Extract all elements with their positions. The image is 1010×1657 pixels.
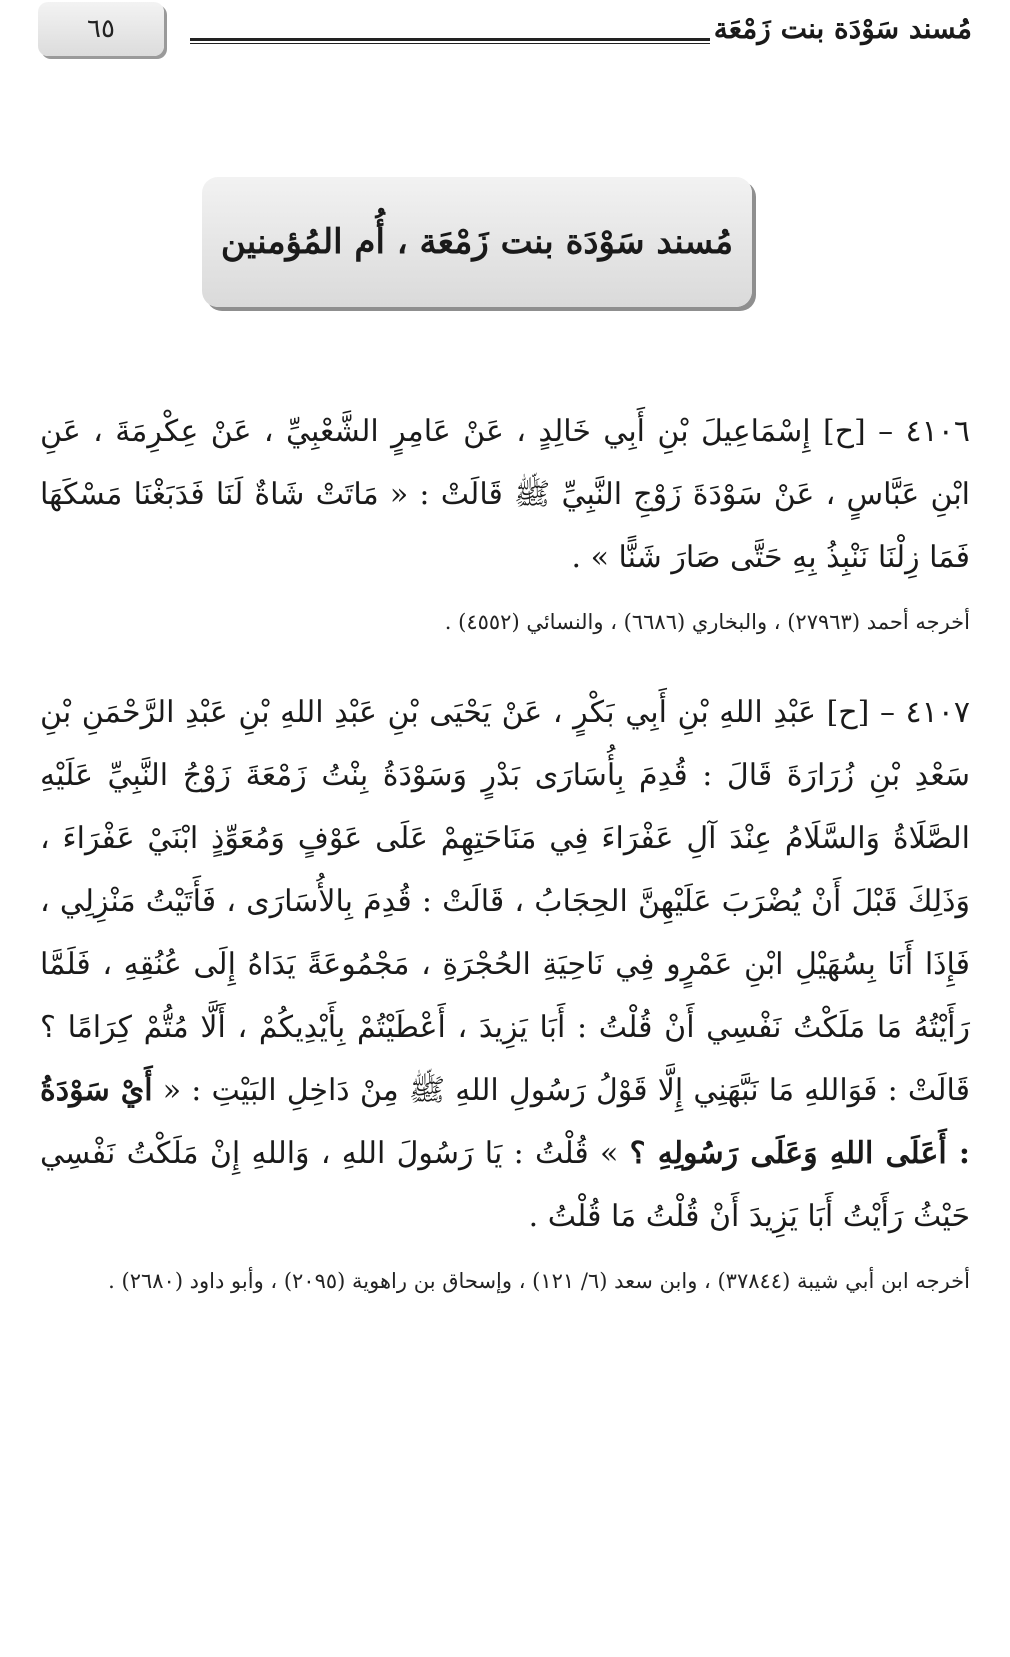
hadith-4106 — [40, 400, 970, 649]
hadith-body: [ح] إِسْمَاعِيلَ بْنِ أَبِي خَالِدٍ ، عَنْ عَامِرٍ الشَّعْبِيِّ ، عَنْ عِكْرِمَةَ ، عَنِ ابْنِ عَبَّاسٍ ، عَنْ سَوْدَةَ زَوْجِ النَّبِيِّ ﷺ قَالَتْ : « مَاتَتْ شَاةٌ لَنَا فَدَبَغْنَا مَسْكَهَا فَمَا زِلْنَا نَنْبِذُ بِهِ حَتَّى صَارَ شَنًّا » . — [40, 414, 970, 575]
main-content — [40, 400, 970, 1308]
hadith-4107 — [40, 681, 970, 1308]
page-header — [0, 0, 1010, 70]
hadith-text — [40, 400, 970, 589]
running-title: مُسند سَوْدَة بنت زَمْعَة — [713, 12, 972, 45]
header-rule-thin — [190, 43, 710, 44]
hadith-quote-bold: أَيْ سَوْدَةُ : أَعَلَى اللهِ وَعَلَى رَسُولِهِ ؟ — [40, 1073, 970, 1171]
hadith-number: ٤١٠٦ – — [878, 414, 970, 449]
page-number: ٦٥ — [38, 2, 164, 56]
hadith-text — [40, 681, 970, 1248]
hadith-takhrij: أخرجه ابن أبي شيبة (٣٧٨٤٤) ، وابن سعد (٦/ ١٢١) ، وإسحاق بن راهوية (٢٠٩٥) ، وأبو داود (٢٦٨٠) . — [108, 1269, 970, 1293]
section-title: مُسند سَوْدَة بنت زَمْعَة ، أُم المُؤمنين — [202, 177, 752, 307]
header-rule — [190, 38, 710, 41]
hadith-body-before: [ح] عَبْدِ اللهِ بْنِ أَبِي بَكْرٍ ، عَنْ يَحْيَى بْنِ عَبْدِ اللهِ بْنِ عَبْدِ الرَّحْمَنِ بْنِ سَعْدِ بْنِ زُرَارَةَ قَالَ : قُدِمَ بِأُسَارَى بَدْرٍ وَسَوْدَةُ بِنْتُ زَمْعَةَ زَوْجُ النَّبِيِّ عَلَيْهِ الصَّلَاةُ وَالسَّلَامُ عِنْدَ آلِ عَفْرَاءَ فِي مَنَاحَتِهِمْ عَلَى عَوْفٍ وَمُعَوِّذٍ ابْنَيْ عَفْرَاءَ ، وَذَلِكَ قَبْلَ أَنْ يُضْرَبَ عَلَيْهِنَّ الحِجَابُ ، قَالَتْ : قُدِمَ بِالأُسَارَى ، فَأَتَيْتُ مَنْزِلِي ، فَإِذَا أَنَا بِسُهَيْلِ ابْنِ عَمْرٍو فِي نَاحِيَةِ الحُجْرَةِ ، مَجْمُوعَةً يَدَاهُ إِلَى عُنُقِهِ ، فَلَمَّا رَأَيْتُهُ مَا مَلَكْتُ نَفْسِي أَنْ قُلْتُ : أَبَا يَزِيدَ ، أَعْطَيْتُمْ بِأَيْدِيكُمْ ، أَلَّا مُتُّمْ كِرَامًا ؟ قَالَتْ : فَوَاللهِ مَا نَبَّهَنِي إِلَّا قَوْلُ رَسُولِ اللهِ ﷺ مِنْ دَاخِلِ البَيْتِ : « — [40, 695, 970, 1108]
spacer — [40, 649, 970, 681]
hadith-number: ٤١٠٧ – — [879, 695, 970, 730]
hadith-body-after: » قُلْتُ : يَا رَسُولَ اللهِ ، وَاللهِ إِنْ مَلَكْتُ نَفْسِي حَيْثُ رَأَيْتُ أَبَا يَزِيدَ أَنْ قُلْتُ مَا قُلْتُ . — [40, 1136, 970, 1234]
hadith-takhrij: أخرجه أحمد (٢٧٩٦٣) ، والبخاري (٦٦٨٦) ، والنسائي (٤٥٥٢) . — [444, 610, 970, 634]
